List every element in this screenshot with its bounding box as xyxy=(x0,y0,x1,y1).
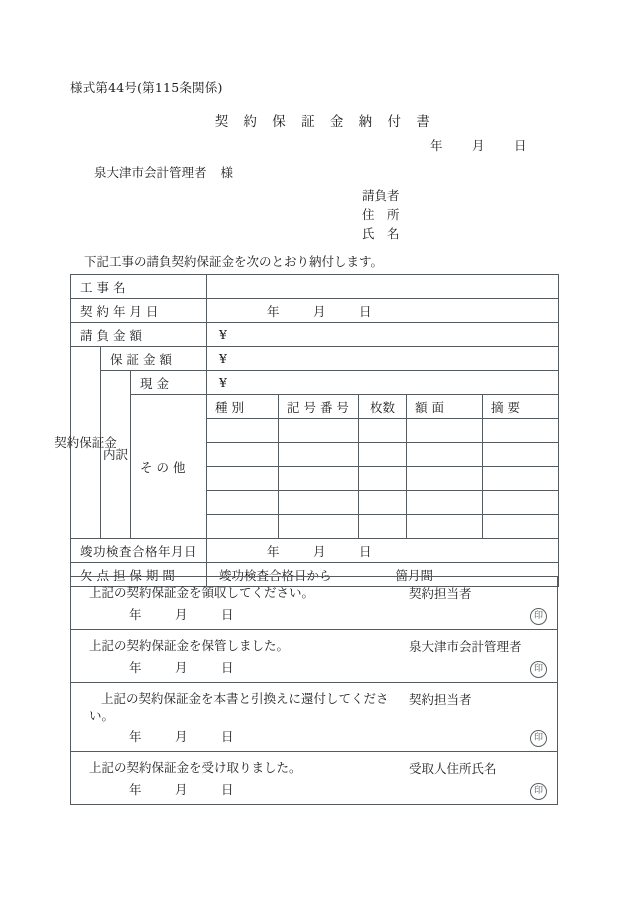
acknowledgement-date[interactable] xyxy=(129,780,234,798)
header-date-day: 日 xyxy=(514,138,527,153)
acknowledgement-text: 上記の契約保証金を保管しました。 xyxy=(89,638,290,653)
guarantee-block-label: 契約保証金 xyxy=(54,435,117,450)
acknowledgement-row-custody xyxy=(71,630,558,683)
acknowledgement-text: 上記の契約保証金を本書と引換えに還付してください。 xyxy=(89,691,389,723)
cash-value[interactable]: ¥ xyxy=(219,375,227,390)
intro-sentence: 下記工事の請負契約保証金を次のとおり納付します。 xyxy=(84,254,384,269)
inner-header-type: 種 別 xyxy=(215,399,244,415)
contractor-name-label: 氏 名 xyxy=(362,226,400,241)
inner-header-symbol-number: 記 号 番 号 xyxy=(287,399,349,415)
guarantee-amount-label: 保 証 金 額 xyxy=(110,351,172,367)
acknowledgement-block xyxy=(71,630,557,682)
inner-header-face-value: 額 面 xyxy=(415,399,444,415)
defect-period-label: 欠 点 担 保 期 間 xyxy=(80,567,175,583)
addressee-honorific: 様 xyxy=(220,165,234,180)
acknowledgement-role: 泉大津市会計管理者 xyxy=(409,639,522,654)
header-date-line xyxy=(430,136,527,154)
defect-period-unit: 箇月間 xyxy=(395,567,434,583)
contract-date-year: 年 xyxy=(267,303,280,319)
contractor-address-label: 住 所 xyxy=(362,207,400,222)
acknowledgement-role: 契約担当者 xyxy=(409,586,472,601)
acknowledgement-date[interactable] xyxy=(129,605,234,623)
inner-header-sheets: 枚数 xyxy=(369,399,395,415)
work-name-label: 工 事 名 xyxy=(80,279,126,295)
acknowledgement-role: 受取人住所氏名 xyxy=(409,761,497,776)
acknowledgement-day: 日 xyxy=(221,660,234,675)
other-label: そ の 他 xyxy=(140,459,186,475)
contract-date-value[interactable] xyxy=(207,302,558,320)
acknowledgement-text: 上記の契約保証金を受け取りました。 xyxy=(89,760,302,775)
inspection-date-value[interactable] xyxy=(207,542,558,560)
form-code: 様式第44号(第115条関係) xyxy=(70,80,223,95)
contract-amount-label: 請 負 金 額 xyxy=(80,327,142,343)
inspection-date-day: 日 xyxy=(359,543,372,559)
contract-amount-value[interactable]: ¥ xyxy=(219,327,227,342)
acknowledgement-year: 年 xyxy=(129,607,142,622)
inspection-date-month: 月 xyxy=(313,543,326,559)
acknowledgement-year: 年 xyxy=(129,660,142,675)
acknowledgement-date[interactable] xyxy=(129,658,234,676)
acknowledgement-role: 契約担当者 xyxy=(409,692,472,707)
seal-icon: 印 xyxy=(530,783,547,800)
table-row-inspection-date xyxy=(71,539,559,563)
acknowledgement-row-receipt xyxy=(71,577,558,630)
acknowledgement-row-received xyxy=(71,752,558,805)
table-row-cash xyxy=(71,371,559,395)
contract-date-month: 月 xyxy=(313,303,326,319)
cash-label: 現 金 xyxy=(140,375,169,391)
table-row-work-name xyxy=(71,275,559,299)
acknowledgement-block xyxy=(71,683,557,751)
acknowledgement-text: 上記の契約保証金を領収してください。 xyxy=(89,585,315,600)
inspection-date-year: 年 xyxy=(267,543,280,559)
addressee-name: 泉大津市会計管理者 xyxy=(94,165,207,180)
contract-date-day: 日 xyxy=(359,303,372,319)
header-date-month: 月 xyxy=(472,138,485,153)
main-form-table xyxy=(54,274,559,587)
acknowledgement-row-refund xyxy=(71,683,558,752)
addressee xyxy=(94,163,233,181)
acknowledgement-month: 月 xyxy=(175,782,188,797)
page-title: 契 約 保 証 金 納 付 書 xyxy=(214,114,436,130)
guarantee-amount-value[interactable]: ¥ xyxy=(219,351,227,366)
contractor-block xyxy=(362,186,400,243)
acknowledgement-month: 月 xyxy=(175,660,188,675)
table-row-contract-amount xyxy=(71,323,559,347)
header-date-year: 年 xyxy=(430,138,443,153)
acknowledgement-year: 年 xyxy=(129,729,142,744)
seal-icon: 印 xyxy=(530,661,547,678)
acknowledgement-date[interactable] xyxy=(129,727,234,745)
contract-date-label: 契 約 年 月 日 xyxy=(80,303,159,319)
table-row-contract-date xyxy=(71,299,559,323)
inner-header-remarks: 摘 要 xyxy=(491,399,520,415)
contractor-label: 請負者 xyxy=(362,188,400,203)
acknowledgement-day: 日 xyxy=(221,729,234,744)
seal-icon: 印 xyxy=(530,730,547,747)
acknowledgement-day: 日 xyxy=(221,782,234,797)
acknowledgement-day: 日 xyxy=(221,607,234,622)
inspection-date-label: 竣功検査合格年月日 xyxy=(79,543,197,559)
acknowledgement-table xyxy=(70,576,558,805)
table-row-guarantee-amount xyxy=(71,347,559,371)
acknowledgement-month: 月 xyxy=(175,607,188,622)
acknowledgement-block xyxy=(71,752,557,804)
acknowledgement-month: 月 xyxy=(175,729,188,744)
acknowledgement-year: 年 xyxy=(129,782,142,797)
acknowledgement-block xyxy=(71,577,557,629)
table-row-inner-header xyxy=(71,395,559,419)
defect-period-from: 竣功検査合格日から xyxy=(219,567,332,583)
breakdown-label: 内訳 xyxy=(102,447,128,462)
seal-icon: 印 xyxy=(530,608,547,625)
